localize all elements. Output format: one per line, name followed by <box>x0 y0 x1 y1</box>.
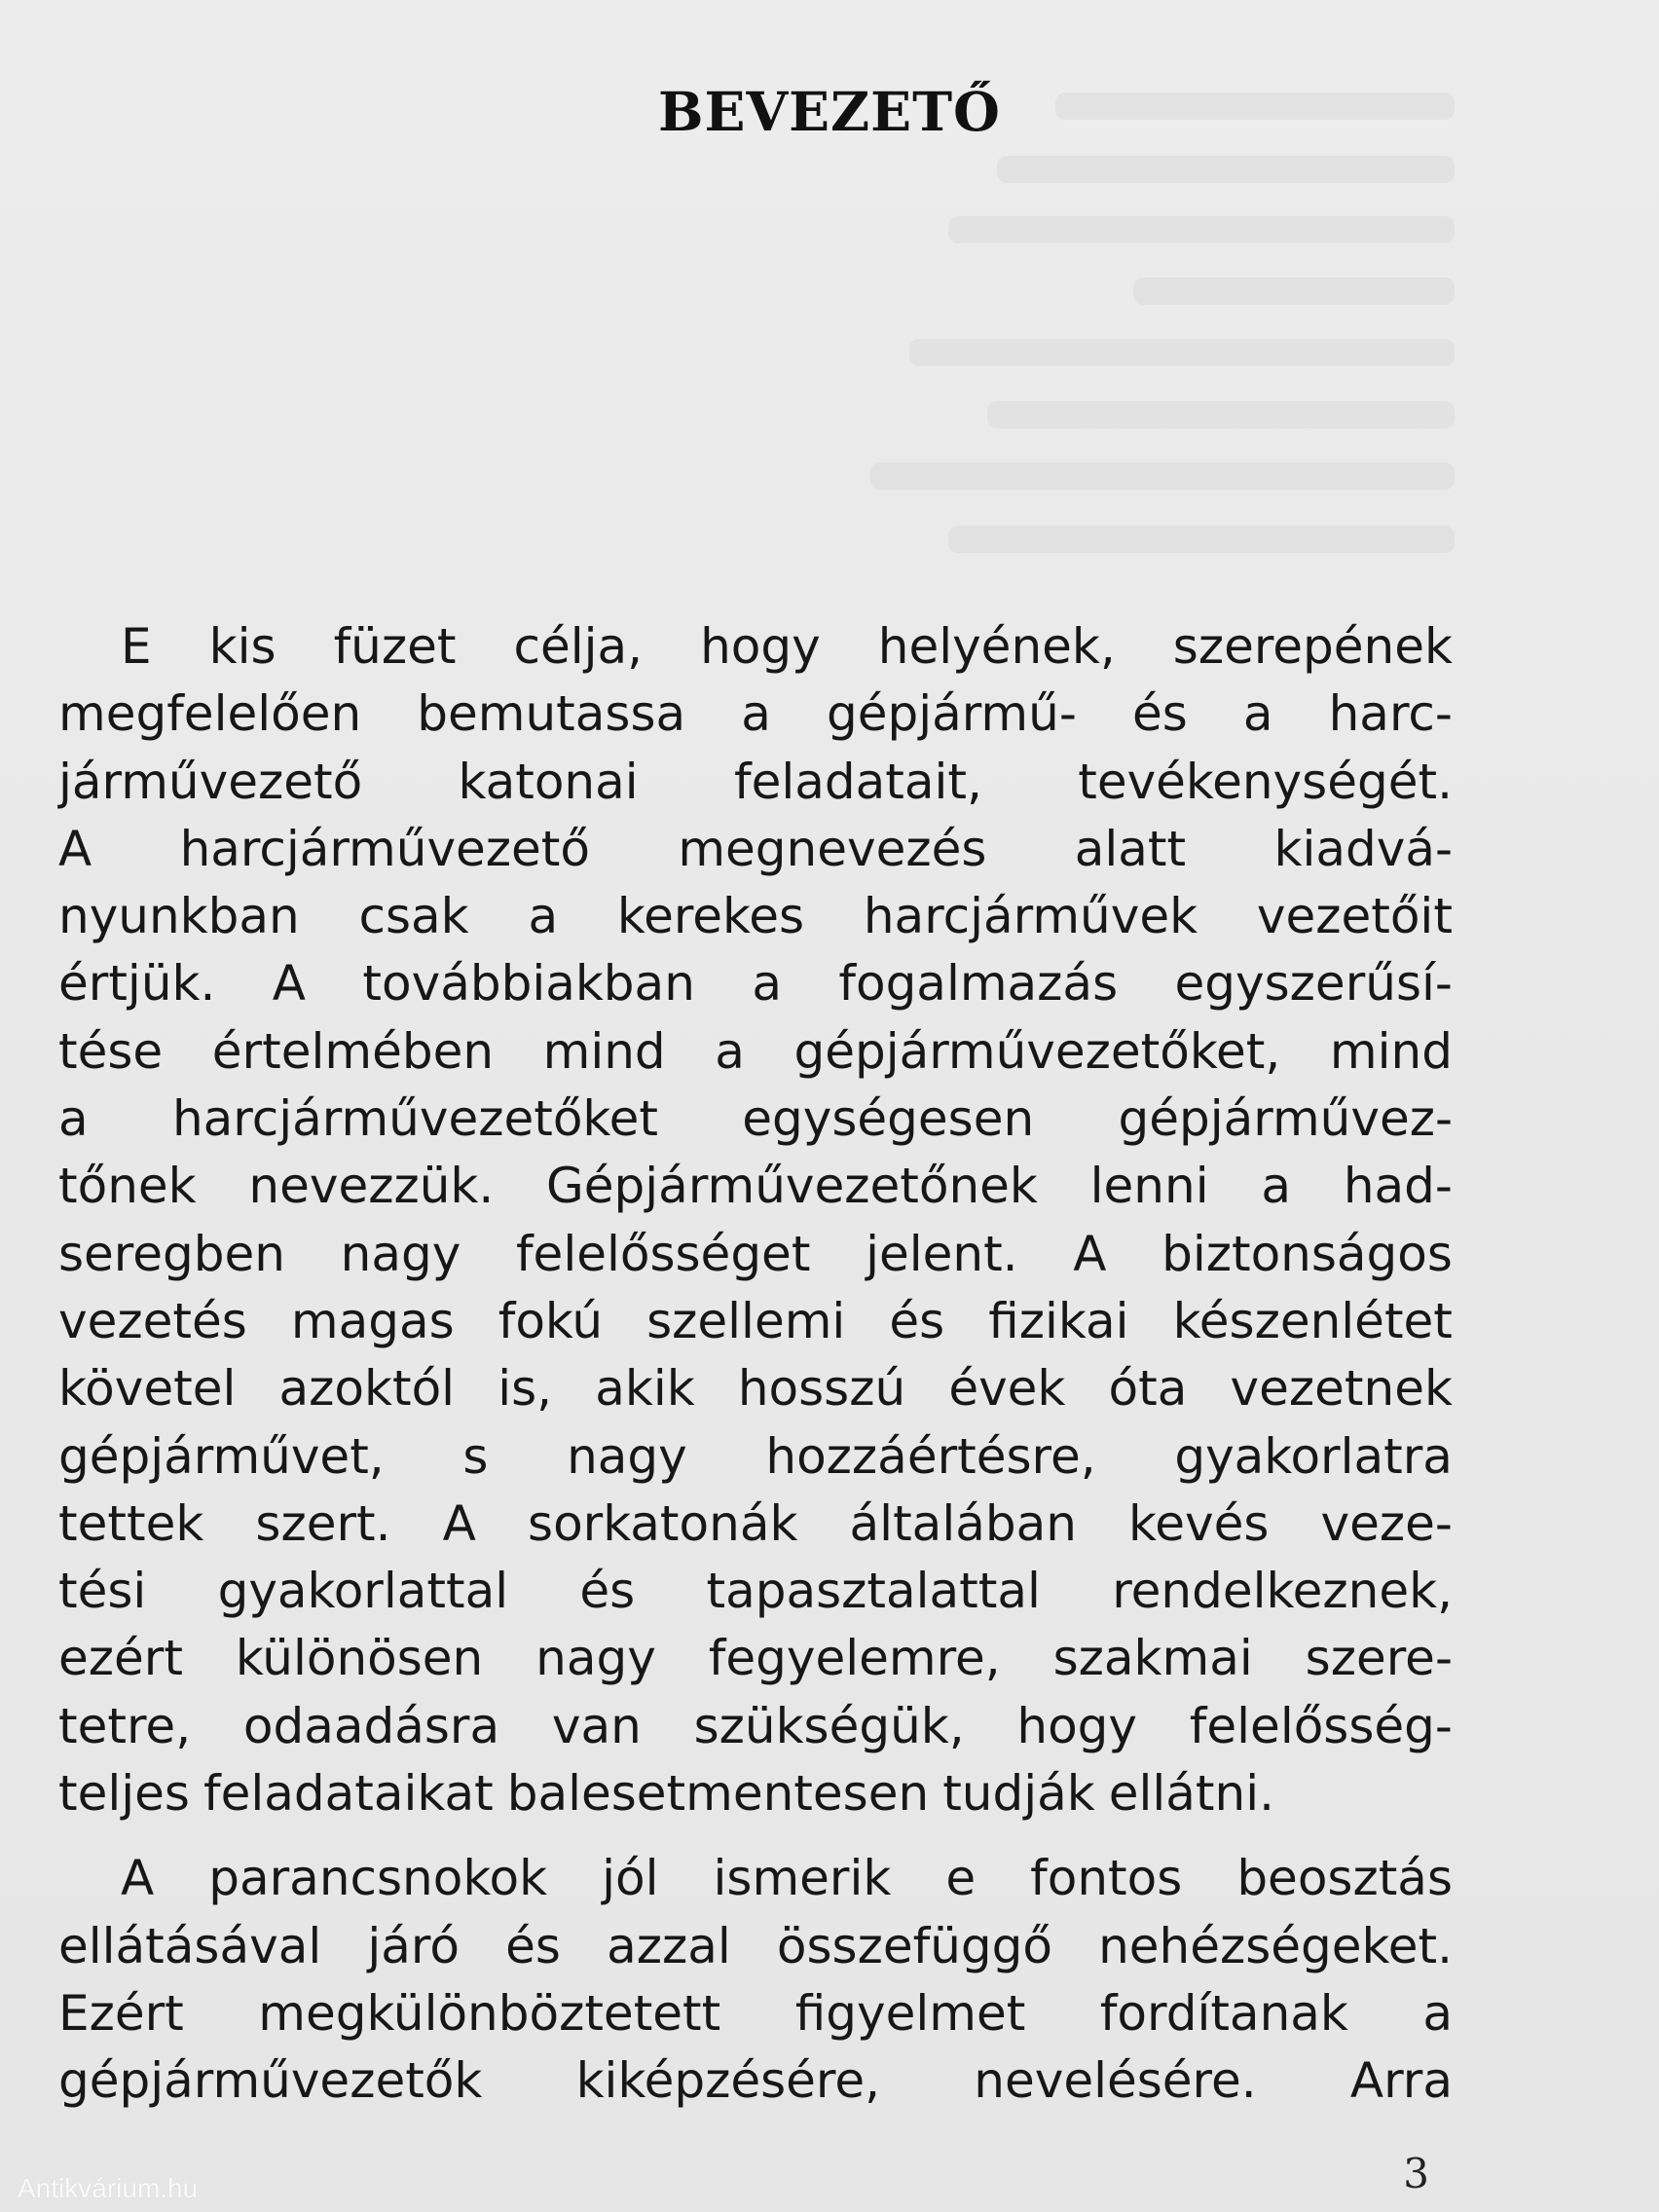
word: alatt <box>1074 820 1187 877</box>
word: balesetmentesen <box>506 1765 930 1823</box>
word: megnevezés <box>678 820 987 877</box>
word: vezetőit <box>1256 888 1453 945</box>
text-line <box>58 1491 1453 1558</box>
word: harcjárművezető <box>179 820 590 877</box>
word: évek <box>948 1360 1066 1418</box>
word: követel <box>58 1360 237 1418</box>
word: beosztás <box>1236 1850 1453 1907</box>
word: és <box>505 1917 561 1974</box>
page-title: BEVEZETŐ <box>658 80 1001 143</box>
word: gépjárművezetőket, <box>793 1022 1281 1080</box>
body-text <box>58 613 1453 2133</box>
word: tudják <box>942 1765 1095 1823</box>
word: értelmében <box>211 1022 495 1080</box>
word: Ezért <box>58 1984 184 2042</box>
word: harc- <box>1328 685 1453 743</box>
word: egyszerűsí- <box>1174 955 1453 1013</box>
word: jelent. <box>866 1225 1018 1282</box>
word: veze- <box>1320 1494 1453 1552</box>
word: mind <box>542 1022 666 1080</box>
word: a <box>1422 1984 1453 2042</box>
word: óta <box>1108 1360 1188 1418</box>
text-line <box>58 950 1453 1017</box>
text-line <box>58 1693 1453 1760</box>
page-number: 3 <box>1403 2150 1429 2197</box>
word: magas <box>290 1292 455 1349</box>
word: hozzáértésre, <box>765 1427 1096 1485</box>
word: egységesen <box>742 1090 1035 1148</box>
word: lenni <box>1089 1158 1209 1215</box>
word: a <box>528 888 559 945</box>
word: A <box>272 955 306 1013</box>
text-line <box>58 1423 1453 1491</box>
word: gyakorlattal <box>217 1563 509 1620</box>
word: odaadásra <box>242 1697 500 1754</box>
word: fontos <box>1030 1850 1183 1907</box>
word: megfelelően <box>58 685 362 743</box>
word: ezért <box>58 1630 183 1687</box>
word: seregben <box>58 1225 285 1282</box>
word: Gépjárművezetőnek <box>546 1158 1038 1215</box>
word: van <box>551 1697 642 1754</box>
word: jól <box>602 1850 659 1907</box>
word: A <box>442 1494 476 1552</box>
word: a <box>1261 1158 1292 1215</box>
word: és <box>889 1292 945 1349</box>
word: gépjármű- <box>826 685 1077 743</box>
word: nagy <box>340 1225 461 1282</box>
word: a <box>741 685 771 743</box>
text-line <box>58 681 1453 748</box>
word: gyakorlatra <box>1174 1427 1453 1485</box>
word: rendelkeznek, <box>1112 1563 1453 1620</box>
word: szükségük, <box>693 1697 965 1754</box>
word: nagy <box>567 1427 687 1485</box>
text-line <box>58 1980 1453 2047</box>
word: nyunkban <box>58 888 300 945</box>
word: parancsnokok <box>208 1850 548 1907</box>
word: ellátásával <box>58 1917 322 1974</box>
text-line <box>58 1355 1453 1422</box>
word: járó <box>367 1917 460 1974</box>
word: kevés <box>1128 1494 1270 1552</box>
text-line <box>58 1153 1453 1220</box>
text-line <box>58 1845 1453 1912</box>
word: teljes <box>58 1765 190 1823</box>
word: fizikai <box>988 1292 1129 1349</box>
word: szellemi <box>646 1292 846 1349</box>
word: tevékenységét. <box>1078 753 1453 810</box>
word: katonai <box>458 753 639 810</box>
word: Arra <box>1349 2052 1453 2110</box>
word: nevezzük. <box>248 1158 495 1215</box>
word: helyének, <box>877 618 1116 675</box>
word: felelősség- <box>1189 1697 1453 1754</box>
text-line <box>58 1913 1453 1980</box>
word: készenlétet <box>1172 1292 1453 1349</box>
word: kerekes <box>616 888 805 945</box>
text-line <box>58 816 1453 883</box>
word: ellátni. <box>1108 1765 1274 1823</box>
word: A <box>58 820 92 877</box>
word: összefüggő <box>776 1917 1052 1974</box>
word: tapasztalattal <box>706 1563 1041 1620</box>
word: járművezető <box>58 753 363 810</box>
word: s <box>462 1427 489 1485</box>
word: a <box>1242 685 1273 743</box>
word: vezetnek <box>1230 1360 1453 1418</box>
word: tőnek <box>58 1158 197 1215</box>
word: szere- <box>1305 1630 1453 1687</box>
word: fokú <box>498 1292 604 1349</box>
text-line <box>58 1558 1453 1625</box>
word: gépjárművez- <box>1118 1090 1453 1148</box>
word: hosszú <box>737 1360 906 1418</box>
word: vezetés <box>58 1292 247 1349</box>
text-line <box>58 613 1453 681</box>
text-line <box>58 1760 1453 1827</box>
paragraph-2 <box>58 1845 1453 2115</box>
word: sorkatonák <box>528 1494 798 1552</box>
word: tetre, <box>58 1697 192 1754</box>
word: célja, <box>513 618 644 675</box>
word: akik <box>595 1360 695 1418</box>
word: továbbiakban <box>362 955 695 1013</box>
word: fordítanak <box>1099 1984 1348 2042</box>
word: füzet <box>333 618 457 675</box>
text-line <box>58 1221 1453 1288</box>
word: a <box>58 1090 89 1148</box>
word: fogalmazás <box>838 955 1119 1013</box>
word: és <box>579 1563 636 1620</box>
word: a <box>715 1022 745 1080</box>
word: hogy <box>700 618 821 675</box>
paragraph-1 <box>58 613 1453 1827</box>
word: nagy <box>535 1630 656 1687</box>
word: általában <box>849 1494 1077 1552</box>
word: A <box>1073 1225 1107 1282</box>
word: e <box>945 1850 977 1907</box>
word: a <box>752 955 782 1013</box>
text-line <box>58 1288 1453 1355</box>
word: azzal <box>607 1917 731 1974</box>
word: feladataikat <box>203 1765 494 1823</box>
text-line <box>58 2047 1453 2115</box>
word: fegyelemre, <box>708 1630 1001 1687</box>
word: biztonságos <box>1161 1225 1453 1282</box>
text-line <box>58 1086 1453 1153</box>
word: figyelmet <box>794 1984 1026 2042</box>
text-line <box>58 1018 1453 1086</box>
word: had- <box>1343 1158 1453 1215</box>
word: gépjárművet, <box>58 1427 385 1485</box>
word: felelősséget <box>515 1225 811 1282</box>
word: szert. <box>255 1494 391 1552</box>
watermark-text: Antikvárium.hu <box>18 2173 199 2203</box>
word: mind <box>1329 1022 1453 1080</box>
word: ismerik <box>713 1850 892 1907</box>
word: tettek <box>58 1494 204 1552</box>
word: szakmai <box>1052 1630 1253 1687</box>
text-line <box>58 1625 1453 1692</box>
word: különösen <box>235 1630 484 1687</box>
word: harcjárművek <box>863 888 1198 945</box>
text-line <box>58 749 1453 816</box>
word: csak <box>358 888 469 945</box>
word: szerepének <box>1172 618 1453 675</box>
word: nevelésére. <box>974 2052 1257 2110</box>
text-line <box>58 883 1453 950</box>
word: nehézségeket. <box>1098 1917 1453 1974</box>
word: feladatait, <box>733 753 982 810</box>
word: tése <box>58 1022 164 1080</box>
word: megkülönböztetett <box>258 1984 721 2042</box>
word: is, <box>498 1360 553 1418</box>
word: kiképzésére, <box>575 2052 881 2110</box>
word: értjük. <box>58 955 216 1013</box>
word: kiadvá- <box>1273 820 1453 877</box>
word: E <box>121 618 152 675</box>
word: kis <box>208 618 276 675</box>
word: A <box>121 1850 155 1907</box>
word: bemutassa <box>417 685 686 743</box>
word: gépjárművezetők <box>58 2052 483 2110</box>
word: harcjárművezetőket <box>171 1090 658 1148</box>
word: azoktól <box>278 1360 456 1418</box>
word: hogy <box>1016 1697 1138 1754</box>
word: tési <box>58 1563 147 1620</box>
word: és <box>1131 685 1188 743</box>
